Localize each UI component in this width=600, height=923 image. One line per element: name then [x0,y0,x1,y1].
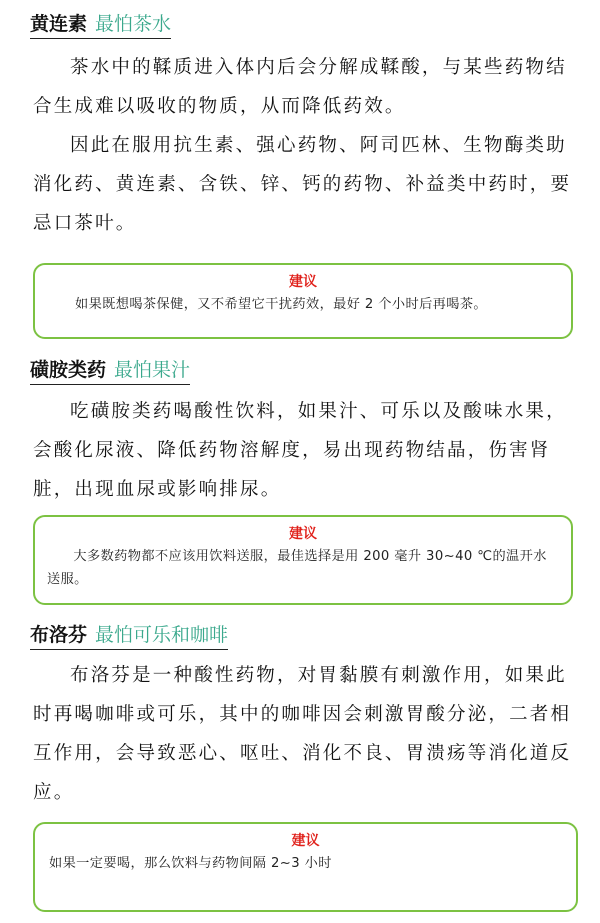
section-heading-huangliansu [30,6,171,39]
drug-fear: 最怕茶水 [95,13,172,35]
paragraph: 茶水中的鞣质进入体内后会分解成鞣酸，与某些药物结合生成难以吸收的物质，从而降低药效。 [33,57,567,117]
advice-title: 建议 [289,526,317,542]
section-heading-sulfonamide [30,352,190,385]
advice-text: 大多数药物都不应该用饮料送服，最佳选择是用 200 毫升 30~40 ℃的温开水送服。 [47,549,547,587]
paragraph: 布洛芬是一种酸性药物，对胃黏膜有刺激作用，如果此时再喝咖啡或可乐，其中的咖啡因会刺激胃酸分泌，二者相互作用，会导致恶心、呕吐、消化不良、胃溃疡等消化道反应。 [33,665,572,803]
advice-box [33,822,578,912]
advice-title: 建议 [291,833,320,849]
advice-title: 建议 [289,274,317,290]
advice-text: 如果一定要喝，那么饮料与药物间隔 2~3 小时 [49,856,332,871]
advice-box [33,515,573,605]
advice-text: 如果既想喝茶保健，又不希望它干扰药效，最好 2 个小时后再喝茶。 [75,297,488,312]
drug-name: 布洛芬 [30,624,88,646]
section-heading-ibuprofen [30,617,228,650]
paragraph: 吃磺胺类药喝酸性饮料，如果汁、可乐以及酸味水果，会酸化尿液、降低药物溶解度，易出现药物结晶，伤害肾脏，出现血尿或影响排尿。 [33,401,567,500]
drug-name: 磺胺类药 [30,359,107,381]
drug-fear: 最怕可乐和咖啡 [95,624,229,646]
advice-box [33,263,573,339]
paragraph: 因此在服用抗生素、强心药物、阿司匹林、生物酶类助消化药、黄连素、含铁、锌、钙的药物、补益类中药时，要忌口茶叶。 [33,135,572,234]
drug-fear: 最怕果汁 [114,359,191,381]
drug-name: 黄连素 [30,13,88,35]
